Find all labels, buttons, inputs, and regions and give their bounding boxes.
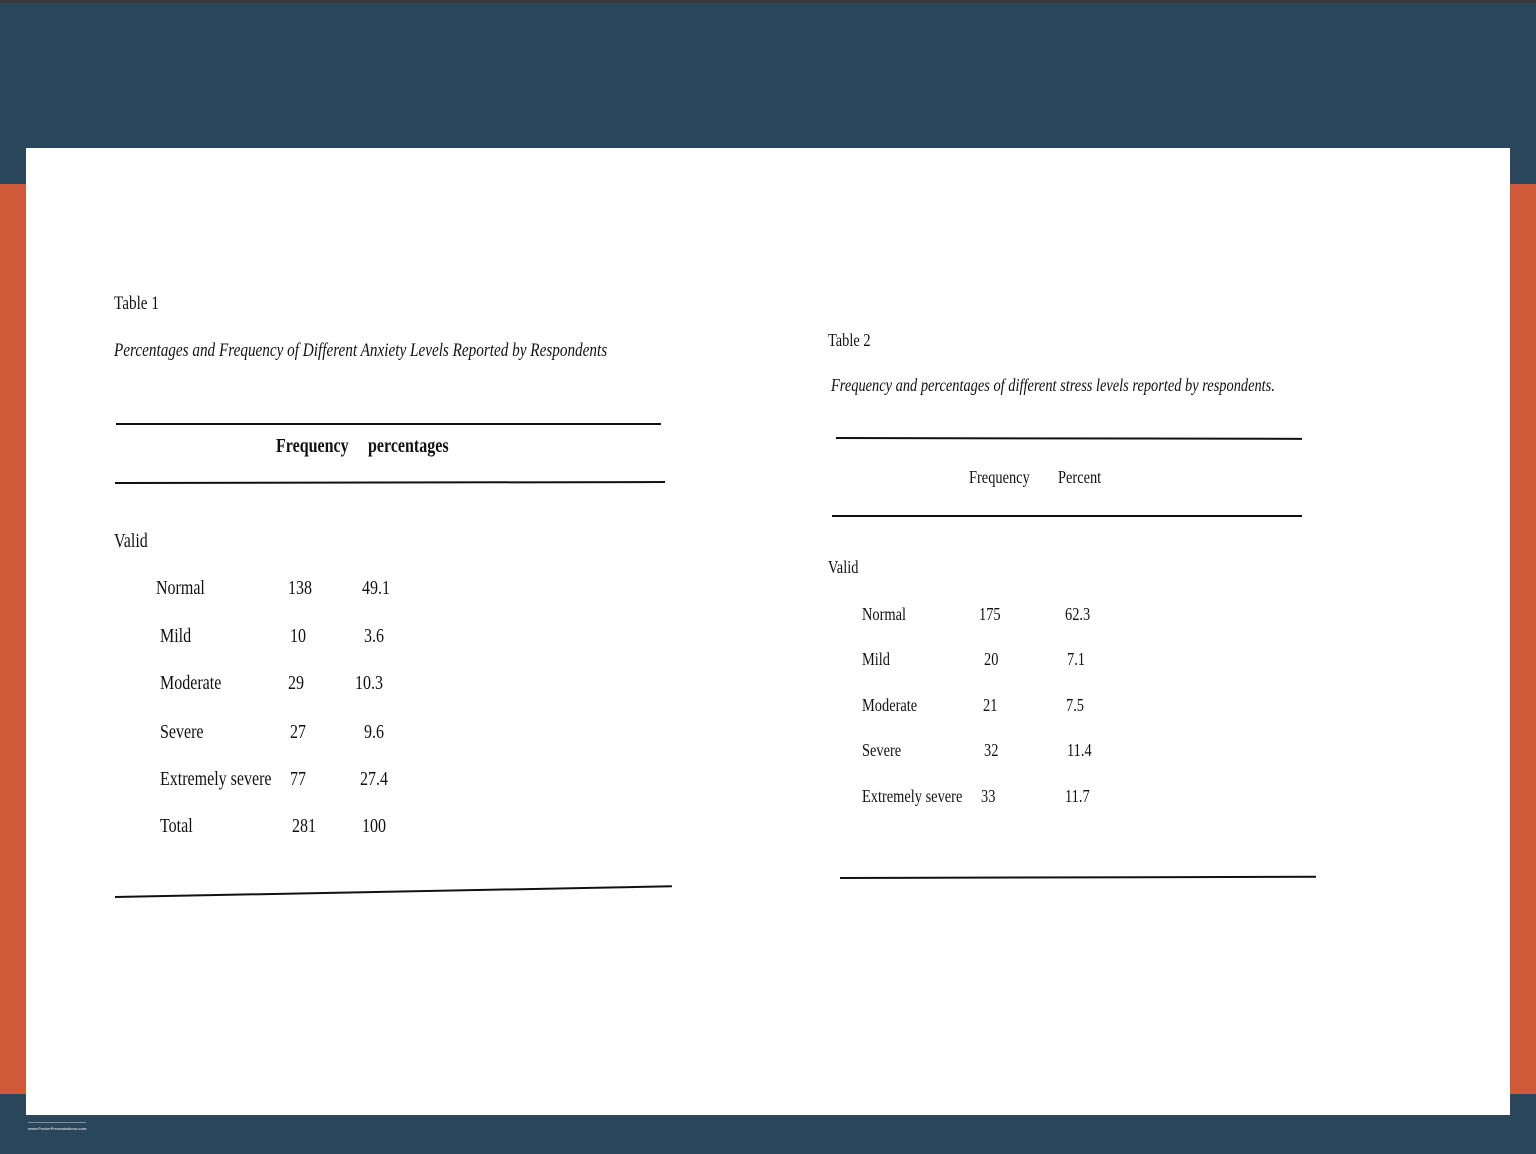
- table-1-row-percent: 27.4: [360, 768, 388, 790]
- table-2-row-frequency: 21: [983, 695, 998, 715]
- table-2-row-level: Normal: [862, 604, 906, 624]
- table-2-bottom-rule: [840, 876, 1316, 879]
- table-1-row-frequency: 27: [290, 721, 306, 743]
- table-1-label: Table 1: [114, 293, 159, 314]
- table-1-row-percent: 3.6: [364, 625, 384, 647]
- table-2-top-rule: [836, 437, 1302, 440]
- table-2-row-frequency: 20: [984, 649, 999, 669]
- footer-logo-line: [28, 1122, 86, 1123]
- table-2-caption: Frequency and percentages of different stress levels reported by respondents.: [831, 375, 1275, 395]
- table-1-row-level: Total: [160, 815, 193, 837]
- footer-website: www.PosterPresentations.com: [28, 1126, 87, 1131]
- table-1-row-percent: 10.3: [355, 672, 383, 694]
- table-2-row-percent: 62.3: [1065, 604, 1091, 624]
- table-1-row-level: Normal: [156, 577, 205, 599]
- table-2-row-frequency: 32: [984, 740, 999, 760]
- table-2-row-percent: 7.5: [1066, 695, 1084, 715]
- table-1-row-level: Severe: [160, 721, 204, 743]
- table-2-row-level: Mild: [862, 649, 891, 669]
- table-2-row-percent: 7.1: [1067, 649, 1085, 669]
- table-2-row-frequency: 175: [979, 604, 1001, 624]
- table-1-row-frequency: 77: [290, 768, 306, 790]
- table-2-row-level: Extremely severe: [862, 786, 963, 806]
- table-2-row-frequency: 33: [981, 786, 996, 806]
- table-1-row-level: Moderate: [160, 672, 222, 694]
- table-2-col-frequency: Frequency: [969, 467, 1030, 487]
- table-2-group-label: Valid: [828, 557, 859, 577]
- table-1-row-level: Extremely severe: [160, 768, 272, 790]
- table-1-row-level: Mild: [160, 625, 192, 647]
- content-panel: [26, 148, 1510, 1115]
- table-2-row-level: Severe: [862, 740, 902, 760]
- table-2-row-percent: 11.7: [1065, 786, 1090, 806]
- table-2-col-percent: Percent: [1058, 467, 1102, 487]
- table-1-row-percent: 100: [362, 815, 386, 837]
- table-2-label: Table 2: [828, 330, 871, 350]
- table-1-row-frequency: 281: [292, 815, 316, 837]
- table-1-row-percent: 9.6: [364, 721, 384, 743]
- table-2-header-rule: [832, 515, 1302, 517]
- table-1-header-rule: [115, 481, 665, 484]
- orange-band-right: [1510, 184, 1536, 1094]
- top-border-line: [0, 0, 1536, 3]
- table-1-group-label: Valid: [114, 530, 148, 552]
- orange-band-left: [0, 184, 26, 1094]
- table-1-row-percent: 49.1: [362, 577, 390, 599]
- table-1-caption: Percentages and Frequency of Different Anxiety Levels Reported by Respondents: [114, 340, 608, 361]
- table-1-row-frequency: 29: [288, 672, 304, 694]
- table-2-row-percent: 11.4: [1067, 740, 1092, 760]
- table-1-top-rule: [116, 423, 661, 425]
- table-2-row-level: Moderate: [862, 695, 918, 715]
- table-1-row-frequency: 138: [288, 577, 312, 599]
- table-1-row-frequency: 10: [290, 625, 306, 647]
- table-1-col-percentages: percentages: [368, 435, 449, 457]
- table-1-col-frequency: Frequency: [276, 435, 349, 457]
- table-1-bottom-rule: [115, 885, 672, 898]
